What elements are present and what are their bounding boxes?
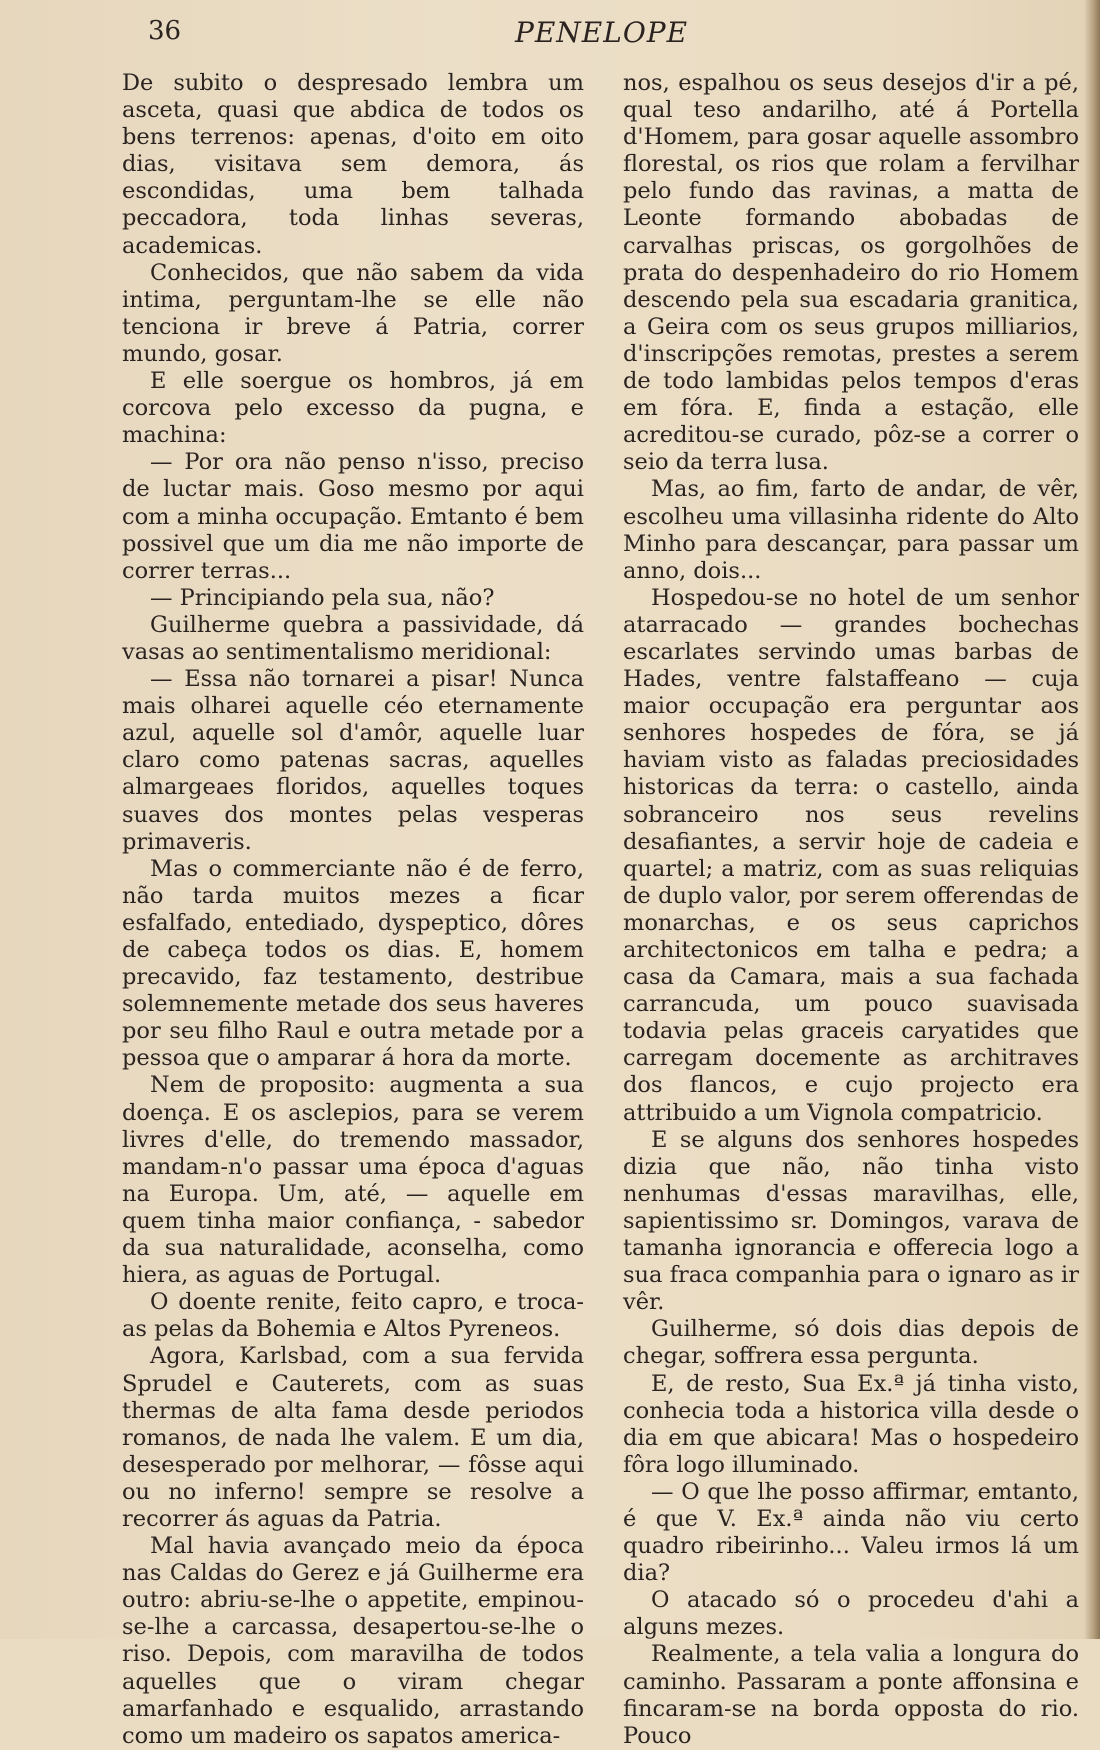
page-number: 36 <box>148 16 182 46</box>
paragraph: E, de resto, Sua Ex.ª já tinha visto, conhecia toda a historica villa desde o dia em que abicara! Mas o hospedeiro fôra logo illuminado. <box>623 1370 1079 1478</box>
paragraph: Guilherme quebra a passividade, dá vasas ao sentimentalismo meridional: <box>122 611 584 665</box>
paragraph: E se alguns dos senhores hospedes dizia que não, não tinha visto nenhumas d'essas maravilhas, elle, sapientissimo sr. Domingos, varava de tamanha ignorancia e offerecia logo a sua fraca companhia para o ignaro as ir vêr. <box>623 1126 1079 1316</box>
paragraph: Mal havia avançado meio da época nas Caldas do Gerez e já Guilherme era outro: abriu-se-lhe o appetite, empinou-se-lhe a carcassa, desapertou-se-lhe o riso. Depois, com maravilha de todos aquelles que o viram chegar amarfanhado e esqualido, arrastando como um madeiro os sapatos america- <box>122 1533 584 1749</box>
paragraph: — Principiando pela sua, não? <box>150 584 495 611</box>
paragraph: O atacado só o procedeu d'ahi a alguns mezes. <box>623 1587 1079 1641</box>
right-column <box>623 70 1079 1750</box>
paragraph: — Essa não tornarei a pisar! Nunca mais olharei aquelle céo eternamente azul, aquelle sol d'amôr, aquelle luar claro como patenas sacras, aquelles almargeaes floridos, aquelles toques suaves dos montes pelas vesperas primaveris. <box>122 666 584 855</box>
paragraph: O doente renite, feito capro, e troca-as pelas da Bohemia e Altos Pyreneos. <box>122 1289 584 1343</box>
paragraph: Hospedou-se no hotel de um senhor atarracado — grandes bochechas escarlates servindo umas barbas de Hades, ventre falstaffeano — cuja maior occupação era perguntar aos senhores hospedes de fóra, se já haviam visto as faladas preciosidades historicas da terra: o castello, ainda sobranceiro nos seus revelins desafiantes, a servir hoje de cadeia e quartel; a matriz, com as suas reliquias de duplo valor, por serem offerendas de monarchas, e os seus caprichos architectonicos em talha e pedra; a casa da Camara, mais a sua fachada carrancuda, um pouco suavisada todavia pelas graceis caryatides que carregam docemente as architraves dos flancos, e cujo projecto era attribuido a um Vignola compatricio. <box>623 584 1079 1126</box>
paragraph: — Por ora não penso n'isso, preciso de luctar mais. Goso mesmo por aqui com a minha occupação. Emtanto é bem possivel que um dia me não importe de correr terras... <box>122 449 584 584</box>
paragraph: Realmente, a tela valia a longura do caminho. Passaram a ponte affonsina e fincaram-se na borda opposta do rio. Pouco <box>623 1641 1079 1749</box>
left-column <box>122 70 584 1750</box>
page-edge-shadow <box>1084 0 1100 1639</box>
page-header <box>0 14 1100 54</box>
paragraph: Agora, Karlsbad, com a sua fervida Sprudel e Cauterets, com as suas thermas de alta fama desde periodos romanos, de nada lhe valem. E um dia, desesperado por melhorar, — fôsse aqui ou no inferno! sempre se resolve a recorrer ás aguas da Patria. <box>122 1343 584 1532</box>
paragraph: Conhecidos, que não sabem da vida intima, perguntam-lhe se elle não tenciona ir breve á Patria, correr mundo, gosar. <box>122 259 584 367</box>
paragraph: Nem de proposito: augmenta a sua doença. E os asclepios, para se verem livres d'elle, do tremendo massador, mandam-n'o passar uma época d'aguas na Europa. Um, até, — aquelle em quem tinha maior confiança, - sabedor da sua naturalidade, aconselha, como hiera, as aguas de Portugal. <box>122 1072 584 1289</box>
paragraph: Guilherme, só dois dias depois de chegar, soffrera essa pergunta. <box>623 1316 1079 1370</box>
paragraph: nos, espalhou os seus desejos d'ir a pé, qual teso andarilho, até á Portella d'Homem, para gosar aquelle assombro florestal, os rios que rolam a fervilhar pelo fundo das ravinas, a matta de Leonte formando abobadas de carvalhas priscas, os gorgolhões de prata do despenhadeiro do rio Homem descendo pela sua escadaria granitica, a Geira com os seus grupos milliarios, d'inscripções remotas, prestes a serem de todo lambidas pelos tempos d'eras em fóra. E, finda a estação, elle acreditou-se curado, pôz-se a correr o seio da terra lusa. <box>623 70 1079 476</box>
running-title: PENELOPE <box>515 16 689 49</box>
paragraph: — O que lhe posso affirmar, emtanto, é que V. Ex.ª ainda não viu certo quadro ribeirinho... Valeu irmos lá um dia? <box>623 1478 1079 1587</box>
paragraph: De subito o despresado lembra um asceta, quasi que abdica de todos os bens terrenos: apenas, d'oito em oito dias, visitava sem demora, ás escondidas, uma bem talhada peccadora, toda linhas severas, academicas. <box>122 70 584 259</box>
paragraph: E elle soergue os hombros, já em corcova pelo excesso da pugna, e machina: <box>122 368 584 449</box>
paragraph: Mas o commerciante não é de ferro, não tarda muitos mezes a ficar esfalfado, entediado, dyspeptico, dôres de cabeça todos os dias. E, homem precavido, faz testamento, destribue solemnemente metade dos seus haveres por seu filho Raul e outra metade por a pessoa que o amparar á hora da morte. <box>122 855 584 1072</box>
paragraph: Mas, ao fim, farto de andar, de vêr, escolheu uma villasinha ridente do Alto Minho para descançar, para passar um anno, dois... <box>623 476 1079 584</box>
